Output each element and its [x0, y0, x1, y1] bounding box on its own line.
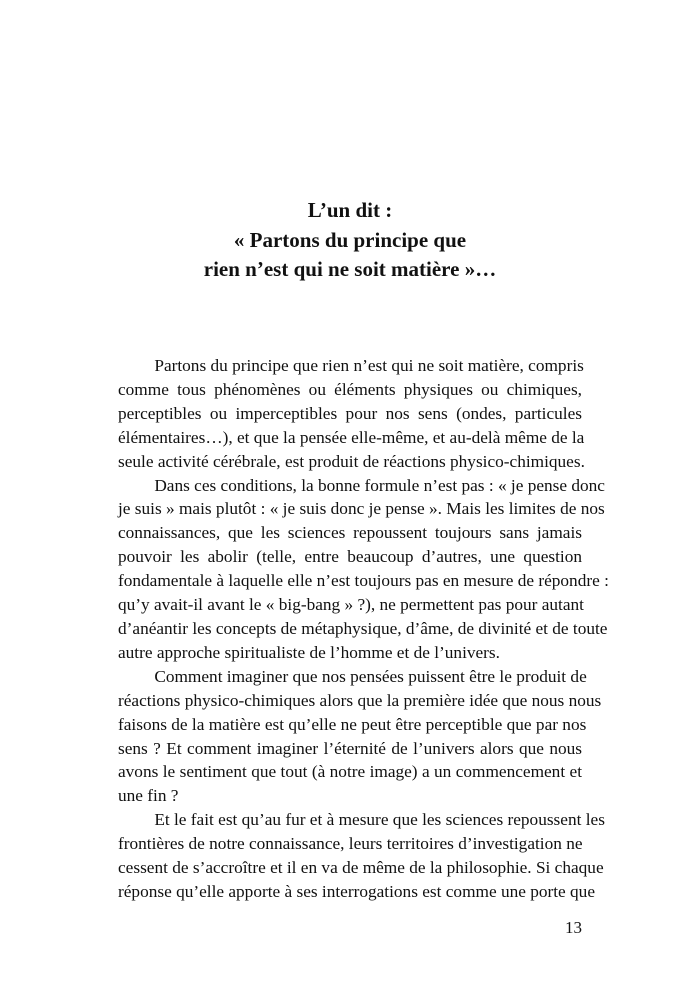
- paragraph-line: élémentaires…), et que la pensée elle-même, et au-delà même de la: [118, 427, 585, 447]
- paragraph-2: [118, 474, 609, 665]
- title-line-3: rien n’est qui ne soit matière »…: [203, 257, 497, 281]
- paragraph-line: sens ? Et comment imaginer l’éternité de l’univers alors que nous: [118, 738, 582, 758]
- paragraph-4: [118, 808, 605, 904]
- paragraph-line: comme tous phénomènes ou éléments physiques ou chimiques,: [118, 379, 582, 399]
- paragraph-line: réponse qu’elle apporte à ses interrogations est comme une porte que: [118, 881, 595, 901]
- paragraph-line: connaissances, que les sciences repoussent toujours sans jamais: [118, 523, 582, 543]
- paragraph-line: fondamentale à laquelle elle n’est toujours pas en mesure de répondre :: [118, 571, 609, 591]
- paragraph-line: Dans ces conditions, la bonne formule n’est pas : « je pense donc: [154, 475, 605, 495]
- paragraph-line: frontières de notre connaissance, leurs territoires d’investigation ne: [118, 834, 583, 854]
- body-text: [118, 354, 609, 904]
- paragraph-line: d’anéantir les concepts de métaphysique, d’âme, de divinité et de toute: [118, 618, 608, 638]
- chapter-title: [0, 196, 700, 285]
- title-line-2: « Partons du principe que: [233, 227, 467, 252]
- paragraph-line: Et le fait est qu’au fur et à mesure que les sciences repoussent les: [154, 810, 605, 830]
- paragraph-line: seule activité cérébrale, est produit de réactions physico-chimiques.: [118, 451, 585, 471]
- paragraph-line: Comment imaginer que nos pensées puissent être le produit de: [154, 666, 587, 686]
- paragraph-line: perceptibles ou imperceptibles pour nos sens (ondes, particules: [118, 403, 582, 423]
- paragraph-line: cessent de s’accroître et il en va de même de la philosophie. Si chaque: [118, 858, 604, 878]
- paragraph-line: pouvoir les abolir (telle, entre beaucoup d’autres, une question: [118, 547, 582, 567]
- paragraph-line: Partons du principe que rien n’est qui ne soit matière, compris: [154, 356, 584, 375]
- paragraph-line: faisons de la matière est qu’elle ne peut être perceptible que par nos: [118, 714, 587, 734]
- paragraph-line: je suis » mais plutôt : « je suis donc je pense ». Mais les limites de nos: [118, 499, 605, 519]
- paragraph-1: [118, 354, 585, 474]
- paragraph-line: autre approche spiritualiste de l’homme et de l’univers.: [118, 642, 500, 662]
- title-line-1: L’un dit :: [307, 198, 393, 222]
- paragraph-line: une fin ?: [118, 786, 179, 806]
- paragraph-line: réactions physico-chimiques alors que la première idée que nous nous: [118, 690, 602, 710]
- paragraph-3: [118, 665, 602, 808]
- page-number: 13: [565, 918, 582, 937]
- paragraph-line: qu’y avait-il avant le « big-bang » ?), ne permettent pas pour autant: [118, 595, 584, 615]
- paragraph-line: avons le sentiment que tout (à notre image) a un commencement et: [118, 762, 582, 782]
